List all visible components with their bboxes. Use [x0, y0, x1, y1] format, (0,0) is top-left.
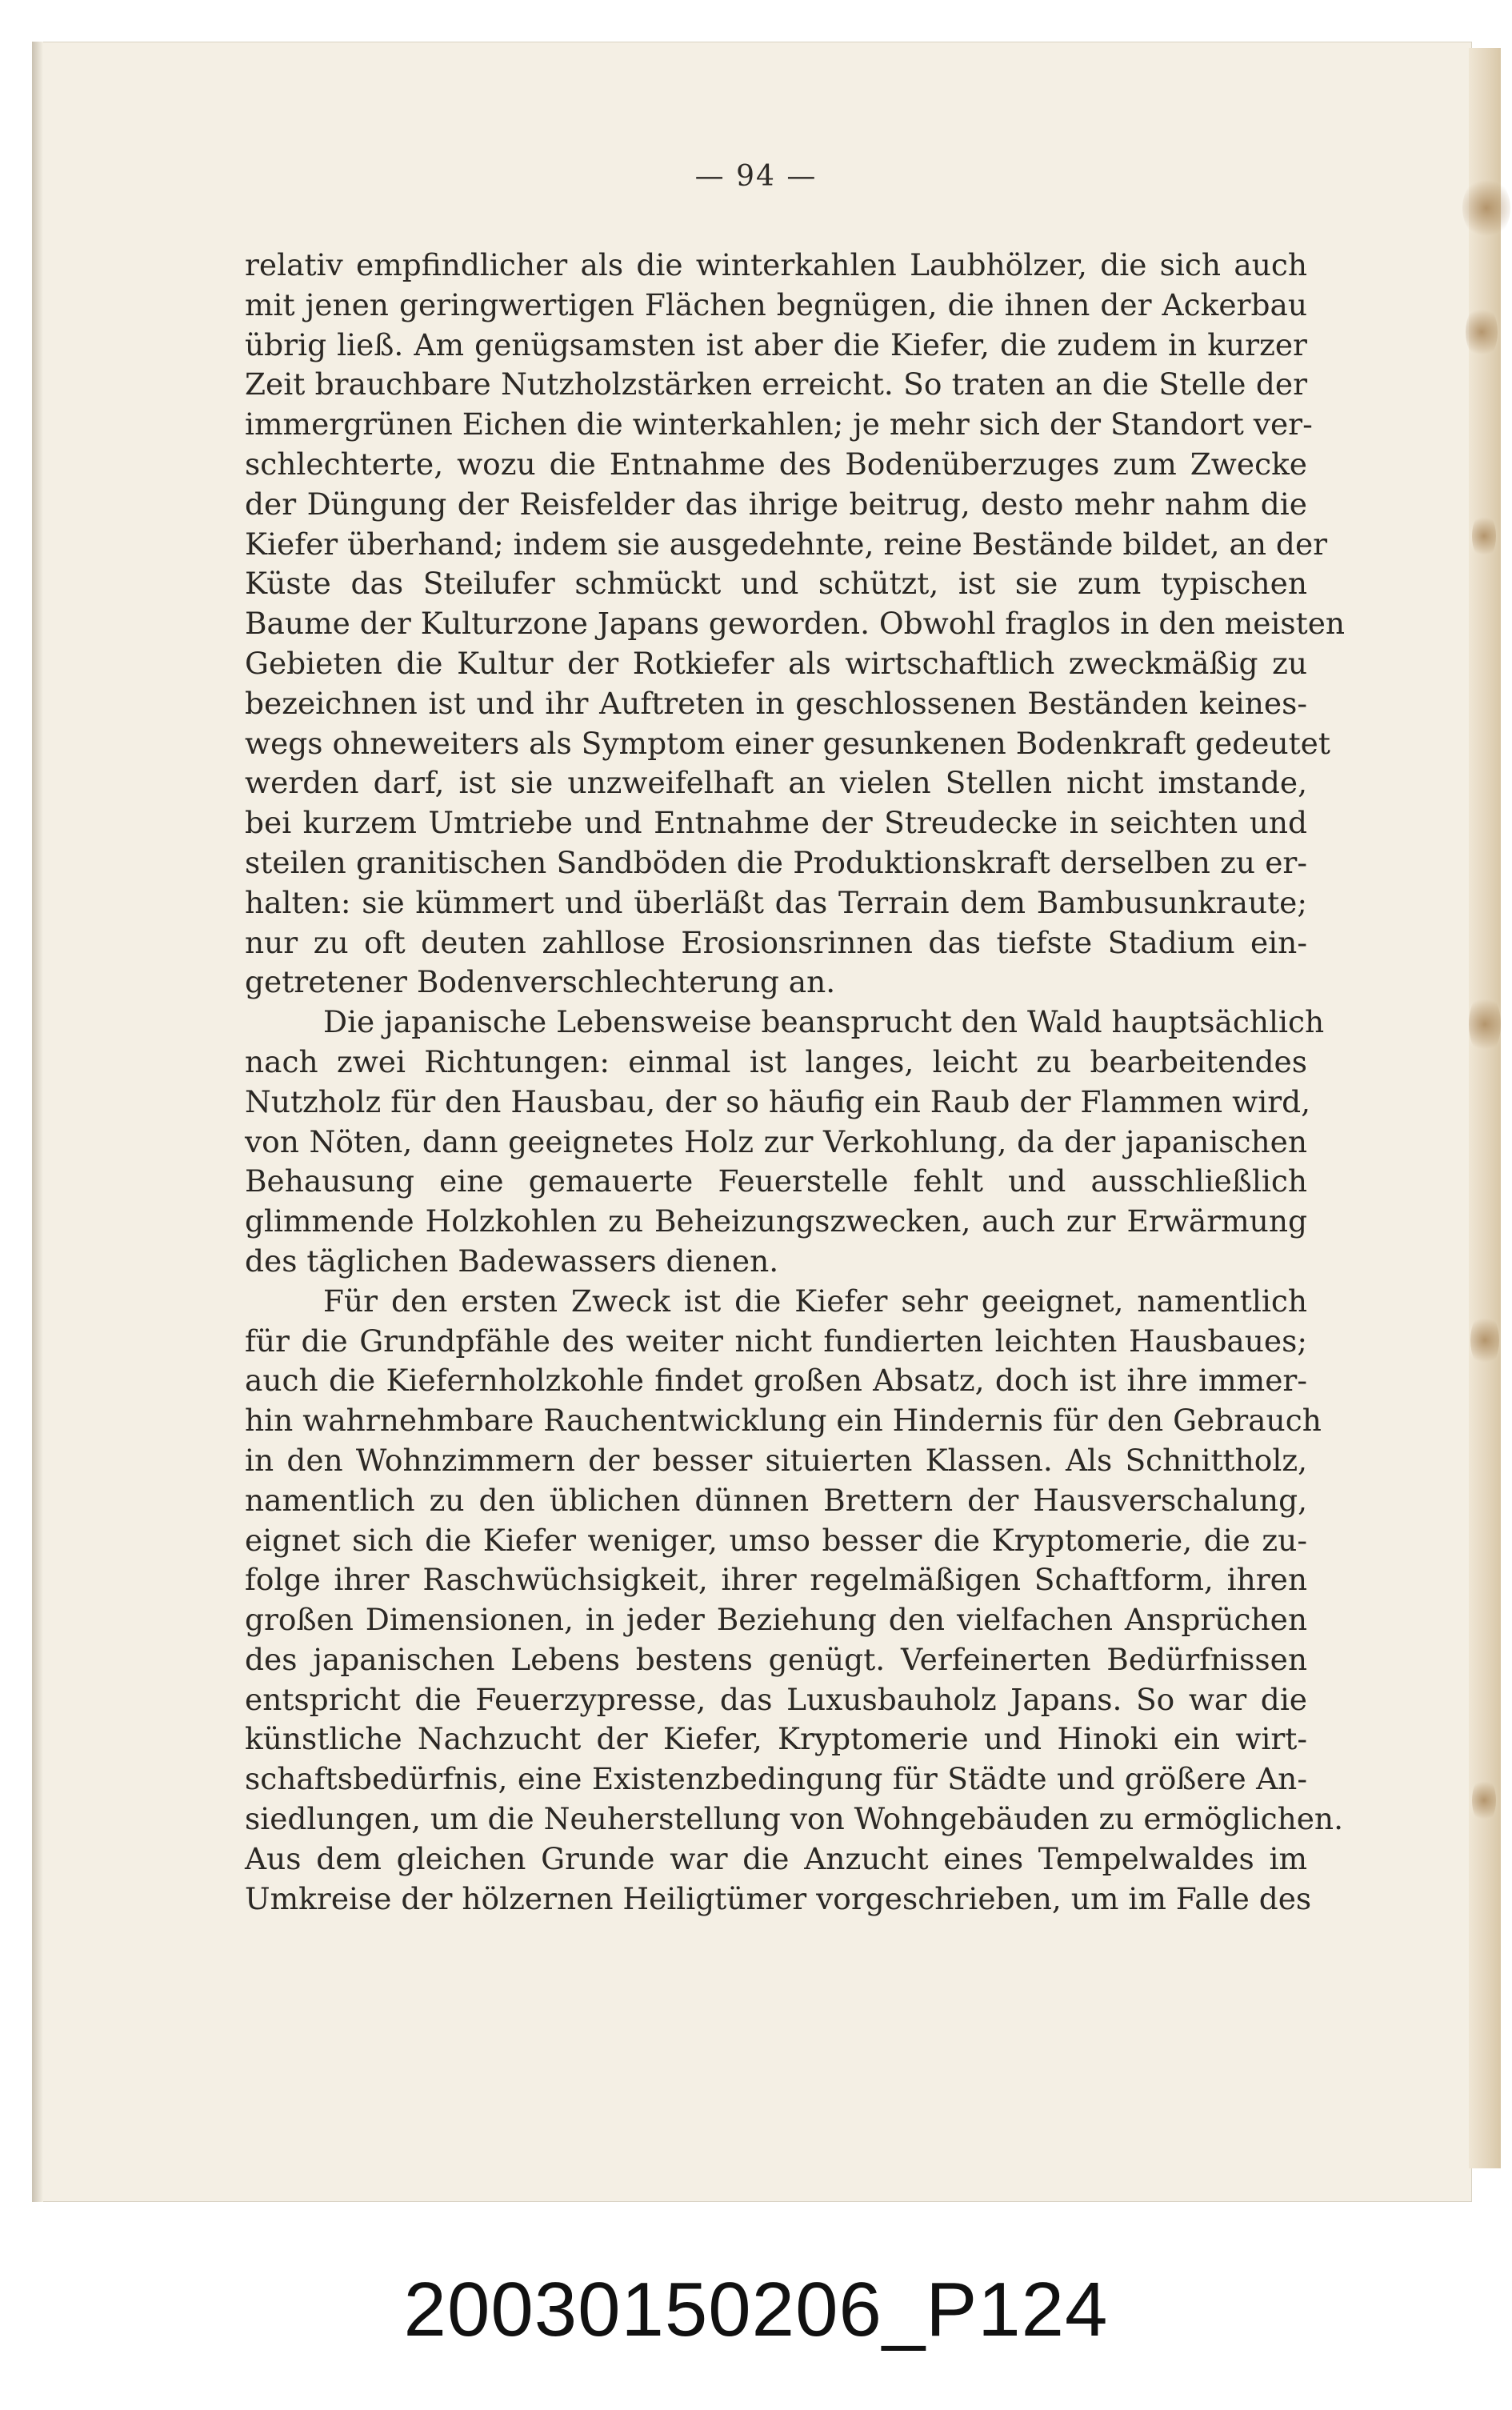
- text-line: glimmende Holzkohlen zu Beheizungszwecken, auch zur Erwärmung: [245, 1203, 1307, 1239]
- text-line: getretener Bodenverschlechterung an.: [245, 964, 836, 1000]
- text-line: Gebieten die Kultur der Rotkiefer als wirtschaftlich zweckmäßig zu: [245, 645, 1307, 681]
- page-number: — 94 —: [694, 160, 818, 193]
- foxing-stain: [1472, 512, 1496, 560]
- text-line: nur zu oft deuten zahllose Erosionsrinnen das tiefste Stadium ein-: [245, 924, 1307, 960]
- text-line: entspricht die Feuerzypresse, das Luxusbauholz Japans. So war die: [245, 1681, 1307, 1717]
- text-line: bezeichnen ist und ihr Auftreten in geschlossenen Beständen keines-: [245, 685, 1307, 721]
- text-line: mit jenen geringwertigen Flächen begnügen, die ihnen der Ackerbau: [245, 286, 1307, 322]
- text-line: des japanischen Lebens bestens genügt. Verfeinerten Bedürfnissen: [245, 1641, 1307, 1677]
- paragraph: [245, 246, 1346, 1003]
- text-line: werden darf, ist sie unzweifelhaft an vielen Stellen nicht imstande,: [245, 765, 1307, 801]
- text-line: des täglichen Badewassers dienen.: [245, 1243, 779, 1279]
- text-line: Behausung eine gemauerte Feuerstelle fehlt und ausschließlich: [245, 1163, 1307, 1199]
- text-line: schlechterte, wozu die Entnahme des Bodenüberzuges zum Zwecke: [245, 446, 1307, 482]
- text-line: Baume der Kulturzone Japans geworden. Obwohl fraglos in den meisten: [245, 606, 1346, 642]
- text-line: Zeit brauchbare Nutzholzstärken erreicht. So traten an die Stelle der: [245, 366, 1307, 402]
- text-line: in den Wohnzimmern der besser situierten Klassen. Als Schnittholz,: [245, 1442, 1307, 1478]
- text-line: hin wahrnehmbare Rauchentwicklung ein Hindernis für den Gebrauch: [245, 1403, 1322, 1439]
- foxing-stain: [1470, 1312, 1499, 1368]
- text-line: Umkreise der hölzernen Heiligtümer vorgeschrieben, um im Falle des: [245, 1880, 1312, 1916]
- body-text: [245, 246, 1346, 1919]
- text-line: nach zwei Richtungen: einmal ist langes, leicht zu bearbeitendes: [245, 1043, 1307, 1079]
- page-binding-edge: [1469, 48, 1501, 2168]
- text-line: großen Dimensionen, in jeder Beziehung den vielfachen Ansprüchen: [245, 1602, 1307, 1638]
- image-identifier-caption: 20030150206_P124: [403, 2267, 1109, 2352]
- text-line: für die Grundpfähle des weiter nicht fundierten leichten Hausbaues;: [245, 1323, 1307, 1359]
- text-line: der Düngung der Reisfelder das ihrige beitrug, desto mehr nahm die: [245, 486, 1307, 522]
- text-line: Für den ersten Zweck ist die Kiefer sehr geeignet, namentlich: [323, 1283, 1307, 1319]
- text-line: relativ empfindlicher als die winterkahlen Laubhölzer, die sich auch: [245, 247, 1307, 282]
- text-line: Nutzholz für den Hausbau, der so häufig ein Raub der Flammen wird,: [245, 1083, 1311, 1119]
- text-line: immergrünen Eichen die winterkahlen; je mehr sich der Standort ver-: [245, 406, 1313, 442]
- text-line: Die japanische Lebensweise beansprucht den Wald hauptsächlich: [323, 1004, 1325, 1040]
- foxing-stain: [1469, 992, 1501, 1056]
- text-line: von Nöten, dann geeignetes Holz zur Verkohlung, da der japanischen: [245, 1123, 1307, 1159]
- text-line: schaftsbedürfnis, eine Existenzbedingung für Städte und größere An-: [245, 1761, 1307, 1797]
- page-edge-shadow: [32, 42, 43, 2202]
- text-line: steilen granitischen Sandböden die Produktionskraft derselben zu er-: [245, 844, 1307, 880]
- text-line: künstliche Nachzucht der Kiefer, Kryptomerie und Hinoki ein wirt-: [245, 1721, 1307, 1757]
- text-line: übrig ließ. Am genügsamsten ist aber die Kiefer, die zudem in kurzer: [245, 326, 1307, 362]
- text-line: siedlungen, um die Neuherstellung von Wohngebäuden zu ermöglichen.: [245, 1801, 1343, 1837]
- text-line: wegs ohneweiters als Symptom einer gesunkenen Bodenkraft gedeutet: [245, 725, 1330, 761]
- text-line: halten: sie kümmert und überläßt das Terrain dem Bambusunkraute;: [245, 884, 1307, 920]
- text-line: eignet sich die Kiefer weniger, umso besser die Kryptomerie, die zu-: [245, 1522, 1307, 1558]
- text-line: bei kurzem Umtriebe und Entnahme der Streudecke in seichten und: [245, 805, 1307, 841]
- text-line: namentlich zu den üblichen dünnen Brettern der Hausverschalung,: [245, 1482, 1307, 1518]
- foxing-stain: [1466, 304, 1498, 360]
- text-line: Küste das Steilufer schmückt und schützt, ist sie zum typischen: [245, 566, 1307, 602]
- paragraph: [245, 1003, 1325, 1282]
- paragraph: [245, 1282, 1343, 1920]
- text-line: Aus dem gleichen Grunde war die Anzucht eines Tempelwaldes im: [245, 1840, 1307, 1876]
- text-line: Kiefer überhand; indem sie ausgedehnte, reine Bestände bildet, an der: [245, 526, 1328, 562]
- text-line: folge ihrer Raschwüchsigkeit, ihrer regelmäßigen Schaftform, ihren: [245, 1562, 1307, 1598]
- foxing-stain: [1472, 1776, 1496, 1824]
- text-line: auch die Kiefernholzkohle findet großen Absatz, doch ist ihre immer-: [245, 1363, 1307, 1399]
